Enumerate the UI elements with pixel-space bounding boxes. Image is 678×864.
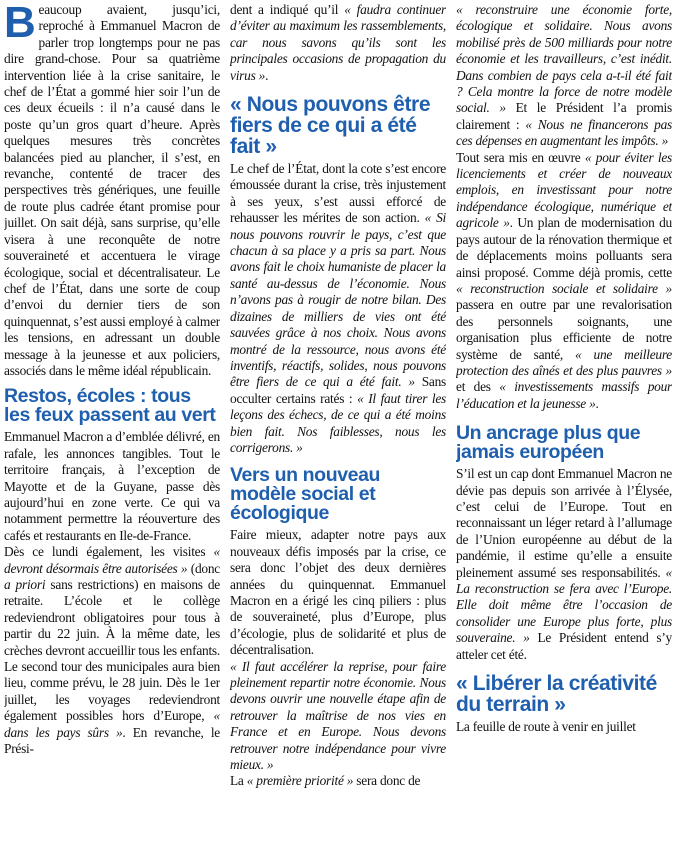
heading-liberer-creativite: « Libérer la créativité du terrain » [456,672,657,717]
heading-modele-social: Vers un nouveau modèle social et écologique [230,464,381,525]
heading-ancrage-europeen: Un ancrage plus que jamais européen [456,422,641,464]
paragraph-feuille-de-route: La feuille de route à venir en juillet [456,719,636,735]
paragraph-europe: S’il est un cap dont Emmanuel Macron ne dévie pas depuis son arrivée à l’Élysée, c’est celui de l’Europe. Tout en reconnaissant un léger retard à l’allumage de l’Union européenne au début de la pandémie, il estime qu’elle a ensuite pleinement assumé ses responsabilités. « La reconstruction se fera avec l’Europe. Elle doit même être l’occasion de consolider une Europe plus forte, plus souveraine. » Le Président entend s’y atteler cet été. [456,466,672,662]
paragraph-piliers: Faire mieux, adapter notre pays aux nouveaux défis imposés par la crise, ce sera donc l’objet des deux dernières années du quinquennat. Emmanuel Macron en a érigé les cinq piliers : plus de souveraineté, plus d’Europe, plus d’écologie, plus de solidarité et plus de décentralisation. [230,527,446,658]
column-3 [456,2,672,862]
paragraph-visites: Dès ce lundi également, les visites « devront désormais être autorisées » (donc a priori sans restrictions) en maisons de retraite. L’école et le collège redeviendront obligatoires pour tous à partir du 22 juin. À la même date, les crèches devront accueillir tous les enfants. Le second tour des municipales aura bien lieu, comme prévu, le 28 juin. Dès le 1er juillet, les voyages redeviendront également possibles hors d’Europe, « dans les pays sûrs ». En revanche, le Prési- [4,544,220,757]
paragraph-bilan: Le chef de l’État, dont la cote s’est encore émoussée durant la crise, très injustement à ses yeux, s’est aussi efforcé de rehausser les mérites de son action. « Si nous pouvons rouvrir le pays, c’est que chacun à sa place y a pris sa part. Nous avons fait le choix humaniste de placer la santé au-dessus de l’économie. Nous n’avons pas à rougir de notre bilan. Des dizaines de milliers de vies ont été sauvées grâce à nos choix. Nous avons montré de la ressource, nous avons été inventifs, réactifs, solides, nous pouvons être fiers de ce qui a été fait. » Sans occulter certains ratés : « Il faut tirer les leçons des échecs, de ce qui a été moins bien fait. Nos faiblesses, nous les corrigerons. » [230,161,446,455]
drop-cap: B [4,2,36,47]
heading-fiers: « Nous pouvons être fiers de ce qui a été fait » [230,93,431,159]
intro-paragraph: Beaucoup avaient, jusqu’ici, reproché à Emmanuel Macron de parler trop longtemps pour ne pas dire grand-chose. Pour sa quatrième intervention liée à la crise sanitaire, le chef de l’État a gommé hier soir l’un de ces deux écueils : il n’a causé dans le poste qu’un gros quart d’heure. Après quelques mesures très concrètes balancées pied au plancher, il s’est, en revanche, contenté de tracer des perspectives très génériques, une feuille de route plus cadrée étant promise pour juillet. On sait déjà, sans surprise, qu’elle visera à une reconquête de notre souveraineté et accentuera le virage écologique, social et décentralisateur. Le chef de l’État, dans une sorte de coup d’envoi du dernier tiers de son quinquennat, s’est aussi employé à calmer les tensions, en adressant un double message à la jeunesse et aux policiers, associés dans le même idéal républicain. [4,2,220,378]
heading-restos-ecoles: Restos, écoles : tous les feux passent au vert [4,385,216,427]
paragraph-plan: Tout sera mis en œuvre « pour éviter les licenciements et créer de nouveaux emplois, en investissant pour notre indépendance écologique, numérique et agricole ». Un plan de modernisation du pays autour de la rénovation thermique et de déplacements moins polluants sera ainsi proposé. Comme déjà promis, cette « reconstruction sociale et solidaire » passera en outre par une revalorisation des personnels soignants, une organisation plus efficiente de notre système de santé, « une meilleure protection des aînés et des plus pauvres » et des « investissements massifs pour l’éducation et la jeunesse ». [456,149,672,411]
paragraph-reprise: « Il faut accélérer la reprise, pour faire pleinement repartir notre économie. Nous devons ouvrir une nouvelle étape afin de retrouver la maîtrise de nos vies en France et en Europe. Nous devons retrouver notre indépendance pour vivre mieux. » [230,658,446,773]
column-1 [4,2,220,862]
paragraph-priorite: La « première priorité » sera donc de [230,773,421,789]
paragraph-zone-verte: Emmanuel Macron a d’emblée délivré, en rafale, les annonces tangibles. Tout le territoire français, à l’exception de Mayotte et de la Guyane, passe dès aujourd’hui en zone verte. Ce qui va notamment permettre la réouverture des cafés et restaurants en Ile-de-France. [4,429,220,543]
paragraph-economie: « reconstruire une économie forte, écologique et solidaire. Nous avons mobilisé près de 500 milliards pour notre économie et les travailleurs, c’est inédit. Dans combien de pays cela a-t-il été fait ? Cela montre la force de notre modèle social. » Et le Président l’a promis clairement : « Nous ne financerons pas ces dépenses en augmentant les impôts. » [456,2,672,149]
paragraph-rassemblements: dent a indiqué qu’il « faudra continuer d’éviter au maximum les rassemblements, car nous savons qu’ils sont les principales occasions de propagation du virus ». [230,2,446,83]
column-2 [230,2,446,862]
